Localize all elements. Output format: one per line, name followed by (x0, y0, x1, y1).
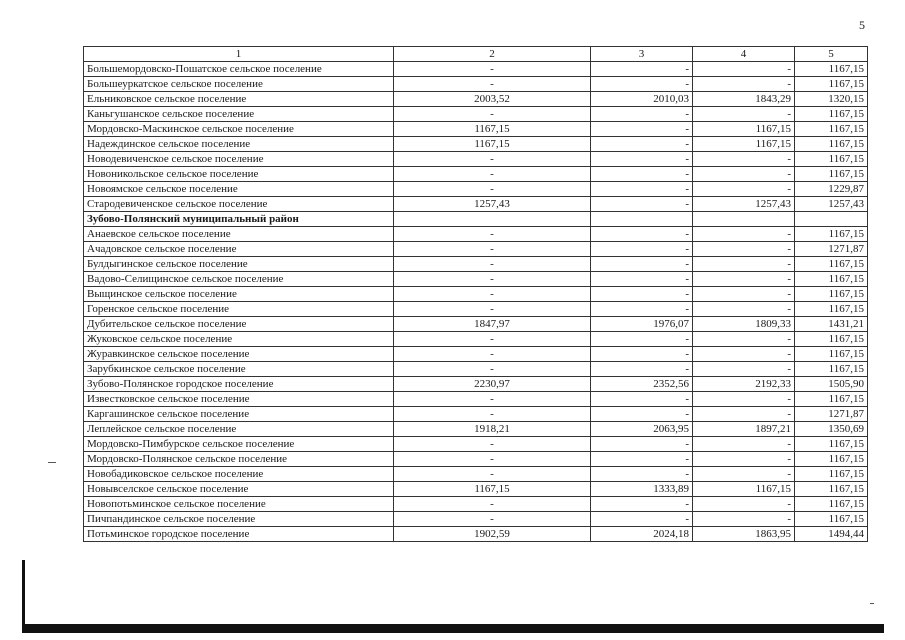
value-cell-3: - (591, 392, 693, 407)
value-cell-5: 1167,15 (795, 122, 868, 137)
row-name-cell: Новодевиченское сельское поселение (84, 152, 394, 167)
value-cell-5: 1271,87 (795, 407, 868, 422)
table-row (84, 272, 868, 287)
value-cell-2: - (394, 347, 591, 362)
row-name-cell: Новопотьминское сельское поселение (84, 497, 394, 512)
header-cell-5: 5 (795, 47, 868, 62)
value-cell-4: - (693, 497, 795, 512)
table-row (84, 62, 868, 77)
value-cell-5: 1167,15 (795, 272, 868, 287)
table-body (84, 47, 868, 542)
value-cell-3: - (591, 197, 693, 212)
value-cell-4: - (693, 257, 795, 272)
value-cell-4: - (693, 287, 795, 302)
value-cell-2: - (394, 242, 591, 257)
table-row (84, 527, 868, 542)
row-name-cell: Выщинское сельское поселение (84, 287, 394, 302)
row-name-cell: Пичпандинское сельское поселение (84, 512, 394, 527)
table-row (84, 467, 868, 482)
value-cell-4: - (693, 107, 795, 122)
value-cell-5: 1167,15 (795, 227, 868, 242)
value-cell-5: 1167,15 (795, 257, 868, 272)
value-cell-3: - (591, 362, 693, 377)
table-row (84, 332, 868, 347)
row-name-cell: Дубительское сельское поселение (84, 317, 394, 332)
table-row (84, 452, 868, 467)
value-cell-3: - (591, 77, 693, 92)
table-row (84, 227, 868, 242)
value-cell-2: - (394, 287, 591, 302)
table-row (84, 182, 868, 197)
row-name-cell: Надеждинское сельское поселение (84, 137, 394, 152)
header-cell-1: 1 (84, 47, 394, 62)
value-cell-3: - (591, 182, 693, 197)
value-cell-5: 1271,87 (795, 242, 868, 257)
value-cell-2: - (394, 62, 591, 77)
value-cell-4: 1167,15 (693, 137, 795, 152)
value-cell-4: - (693, 407, 795, 422)
scan-speck (870, 603, 874, 604)
row-name-cell: Мордовско-Полянское сельское поселение (84, 452, 394, 467)
page-number: 5 (859, 18, 865, 32)
value-cell-4: 2192,33 (693, 377, 795, 392)
value-cell-5: 1167,15 (795, 437, 868, 452)
value-cell-4: - (693, 347, 795, 362)
scan-edge-left (22, 560, 25, 630)
table-row (84, 242, 868, 257)
value-cell-5: 1167,15 (795, 62, 868, 77)
table-row (84, 302, 868, 317)
value-cell-2: 1918,21 (394, 422, 591, 437)
table-row (84, 407, 868, 422)
table-row (84, 377, 868, 392)
value-cell-5: 1431,21 (795, 317, 868, 332)
value-cell-4: 1863,95 (693, 527, 795, 542)
value-cell-2: - (394, 272, 591, 287)
value-cell-3: - (591, 122, 693, 137)
value-cell-5: 1167,15 (795, 167, 868, 182)
value-cell-2: - (394, 107, 591, 122)
row-name-cell: Анаевское сельское поселение (84, 227, 394, 242)
value-cell-5: 1167,15 (795, 287, 868, 302)
value-cell-5: 1167,15 (795, 107, 868, 122)
value-cell-4: - (693, 392, 795, 407)
value-cell-2: 2003,52 (394, 92, 591, 107)
value-cell-4: - (693, 62, 795, 77)
value-cell-2: - (394, 452, 591, 467)
value-cell-5 (795, 212, 868, 227)
value-cell-5: 1167,15 (795, 392, 868, 407)
value-cell-3: - (591, 452, 693, 467)
table-row (84, 437, 868, 452)
value-cell-2: 1902,59 (394, 527, 591, 542)
value-cell-4: 1809,33 (693, 317, 795, 332)
value-cell-3: - (591, 437, 693, 452)
value-cell-2: 2230,97 (394, 377, 591, 392)
value-cell-3: 2024,18 (591, 527, 693, 542)
value-cell-5: 1494,44 (795, 527, 868, 542)
value-cell-4: - (693, 152, 795, 167)
row-name-cell: Булдыгинское сельское поселение (84, 257, 394, 272)
value-cell-2: - (394, 227, 591, 242)
value-cell-5: 1167,15 (795, 482, 868, 497)
value-cell-5: 1350,69 (795, 422, 868, 437)
scan-speck (48, 462, 56, 463)
value-cell-4: - (693, 452, 795, 467)
value-cell-4: - (693, 242, 795, 257)
value-cell-2: - (394, 332, 591, 347)
value-cell-4: 1167,15 (693, 482, 795, 497)
table-row (84, 287, 868, 302)
table-row (84, 317, 868, 332)
value-cell-2: 1167,15 (394, 482, 591, 497)
row-name-cell: Вадово-Селищинское сельское поселение (84, 272, 394, 287)
table-row (84, 362, 868, 377)
value-cell-5: 1167,15 (795, 332, 868, 347)
value-cell-5: 1167,15 (795, 362, 868, 377)
value-cell-4: - (693, 512, 795, 527)
table-row (84, 197, 868, 212)
table-row (84, 152, 868, 167)
table-row (84, 347, 868, 362)
table-row (84, 257, 868, 272)
table-row (84, 482, 868, 497)
value-cell-2: - (394, 437, 591, 452)
value-cell-3: - (591, 107, 693, 122)
value-cell-4: - (693, 362, 795, 377)
value-cell-5: 1167,15 (795, 512, 868, 527)
row-name-cell: Ачадовское сельское поселение (84, 242, 394, 257)
row-name-cell: Потьминское городское поселение (84, 527, 394, 542)
value-cell-2: 1847,97 (394, 317, 591, 332)
header-cell-2: 2 (394, 47, 591, 62)
table-row (84, 122, 868, 137)
row-name-cell: Каргашинское сельское поселение (84, 407, 394, 422)
value-cell-2 (394, 212, 591, 227)
row-name-cell: Жуковское сельское поселение (84, 332, 394, 347)
value-cell-5: 1229,87 (795, 182, 868, 197)
value-cell-3: - (591, 167, 693, 182)
row-name-cell: Зубово-Полянский муниципальный район (84, 212, 394, 227)
value-cell-2: - (394, 77, 591, 92)
header-cell-4: 4 (693, 47, 795, 62)
row-name-cell: Новывселское сельское поселение (84, 482, 394, 497)
value-cell-2: - (394, 182, 591, 197)
value-cell-4: 1897,21 (693, 422, 795, 437)
value-cell-2: 1167,15 (394, 122, 591, 137)
header-cell-3: 3 (591, 47, 693, 62)
value-cell-5: 1167,15 (795, 77, 868, 92)
value-cell-5: 1167,15 (795, 497, 868, 512)
value-cell-3: - (591, 227, 693, 242)
value-cell-2: - (394, 512, 591, 527)
value-cell-2: - (394, 167, 591, 182)
value-cell-2: 1167,15 (394, 137, 591, 152)
value-cell-2: - (394, 407, 591, 422)
row-name-cell: Журавкинское сельское поселение (84, 347, 394, 362)
value-cell-2: - (394, 257, 591, 272)
row-name-cell: Леплейское сельское поселение (84, 422, 394, 437)
table-section-row (84, 212, 868, 227)
value-cell-5: 1167,15 (795, 302, 868, 317)
value-cell-3: - (591, 407, 693, 422)
value-cell-5: 1505,90 (795, 377, 868, 392)
table-row (84, 77, 868, 92)
value-cell-2: - (394, 152, 591, 167)
value-cell-3: - (591, 152, 693, 167)
value-cell-3: - (591, 302, 693, 317)
table-row (84, 512, 868, 527)
value-cell-4: - (693, 272, 795, 287)
value-cell-3: - (591, 287, 693, 302)
value-cell-4: - (693, 302, 795, 317)
value-cell-4: - (693, 437, 795, 452)
table-row (84, 422, 868, 437)
table-row (84, 107, 868, 122)
value-cell-4: 1843,29 (693, 92, 795, 107)
value-cell-5: 1167,15 (795, 467, 868, 482)
value-cell-4: 1257,43 (693, 197, 795, 212)
value-cell-3: - (591, 257, 693, 272)
value-cell-2: - (394, 497, 591, 512)
value-cell-3: - (591, 332, 693, 347)
row-name-cell: Стародевиченское сельское поселение (84, 197, 394, 212)
row-name-cell: Новоямское сельское поселение (84, 182, 394, 197)
row-name-cell: Зубово-Полянское городское поселение (84, 377, 394, 392)
value-cell-5: 1167,15 (795, 347, 868, 362)
value-cell-3: - (591, 242, 693, 257)
value-cell-3: 1333,89 (591, 482, 693, 497)
row-name-cell: Известковское сельское поселение (84, 392, 394, 407)
value-cell-3: - (591, 272, 693, 287)
tariff-table (83, 46, 868, 542)
value-cell-4: - (693, 332, 795, 347)
value-cell-4: - (693, 467, 795, 482)
value-cell-5: 1320,15 (795, 92, 868, 107)
table-row (84, 92, 868, 107)
value-cell-3: 2010,03 (591, 92, 693, 107)
value-cell-5: 1167,15 (795, 452, 868, 467)
row-name-cell: Зарубкинское сельское поселение (84, 362, 394, 377)
table-row (84, 167, 868, 182)
table-row (84, 137, 868, 152)
value-cell-3: 2063,95 (591, 422, 693, 437)
value-cell-4: 1167,15 (693, 122, 795, 137)
row-name-cell: Каньгушанское сельское поселение (84, 107, 394, 122)
value-cell-2: - (394, 392, 591, 407)
value-cell-5: 1257,43 (795, 197, 868, 212)
value-cell-3: - (591, 512, 693, 527)
row-name-cell: Новобадиковское сельское поселение (84, 467, 394, 482)
scan-edge-bottom (22, 624, 884, 633)
value-cell-2: 1257,43 (394, 197, 591, 212)
value-cell-3: - (591, 497, 693, 512)
value-cell-3: - (591, 137, 693, 152)
value-cell-2: - (394, 467, 591, 482)
row-name-cell: Большеуркатское сельское поселение (84, 77, 394, 92)
value-cell-4: - (693, 227, 795, 242)
value-cell-4: - (693, 182, 795, 197)
table-row (84, 392, 868, 407)
value-cell-5: 1167,15 (795, 137, 868, 152)
value-cell-3: - (591, 467, 693, 482)
value-cell-3 (591, 212, 693, 227)
value-cell-2: - (394, 362, 591, 377)
value-cell-3: - (591, 347, 693, 362)
row-name-cell: Новоникольское сельское поселение (84, 167, 394, 182)
table-row (84, 497, 868, 512)
table-header-row (84, 47, 868, 62)
value-cell-3: 2352,56 (591, 377, 693, 392)
value-cell-3: - (591, 62, 693, 77)
value-cell-4: - (693, 167, 795, 182)
row-name-cell: Ельниковское сельское поселение (84, 92, 394, 107)
row-name-cell: Мордовско-Маскинское сельское поселение (84, 122, 394, 137)
row-name-cell: Большемордовско-Пошатское сельское поселение (84, 62, 394, 77)
value-cell-4 (693, 212, 795, 227)
value-cell-4: - (693, 77, 795, 92)
row-name-cell: Горенское сельское поселение (84, 302, 394, 317)
value-cell-3: 1976,07 (591, 317, 693, 332)
value-cell-5: 1167,15 (795, 152, 868, 167)
value-cell-2: - (394, 302, 591, 317)
row-name-cell: Мордовско-Пимбурское сельское поселение (84, 437, 394, 452)
